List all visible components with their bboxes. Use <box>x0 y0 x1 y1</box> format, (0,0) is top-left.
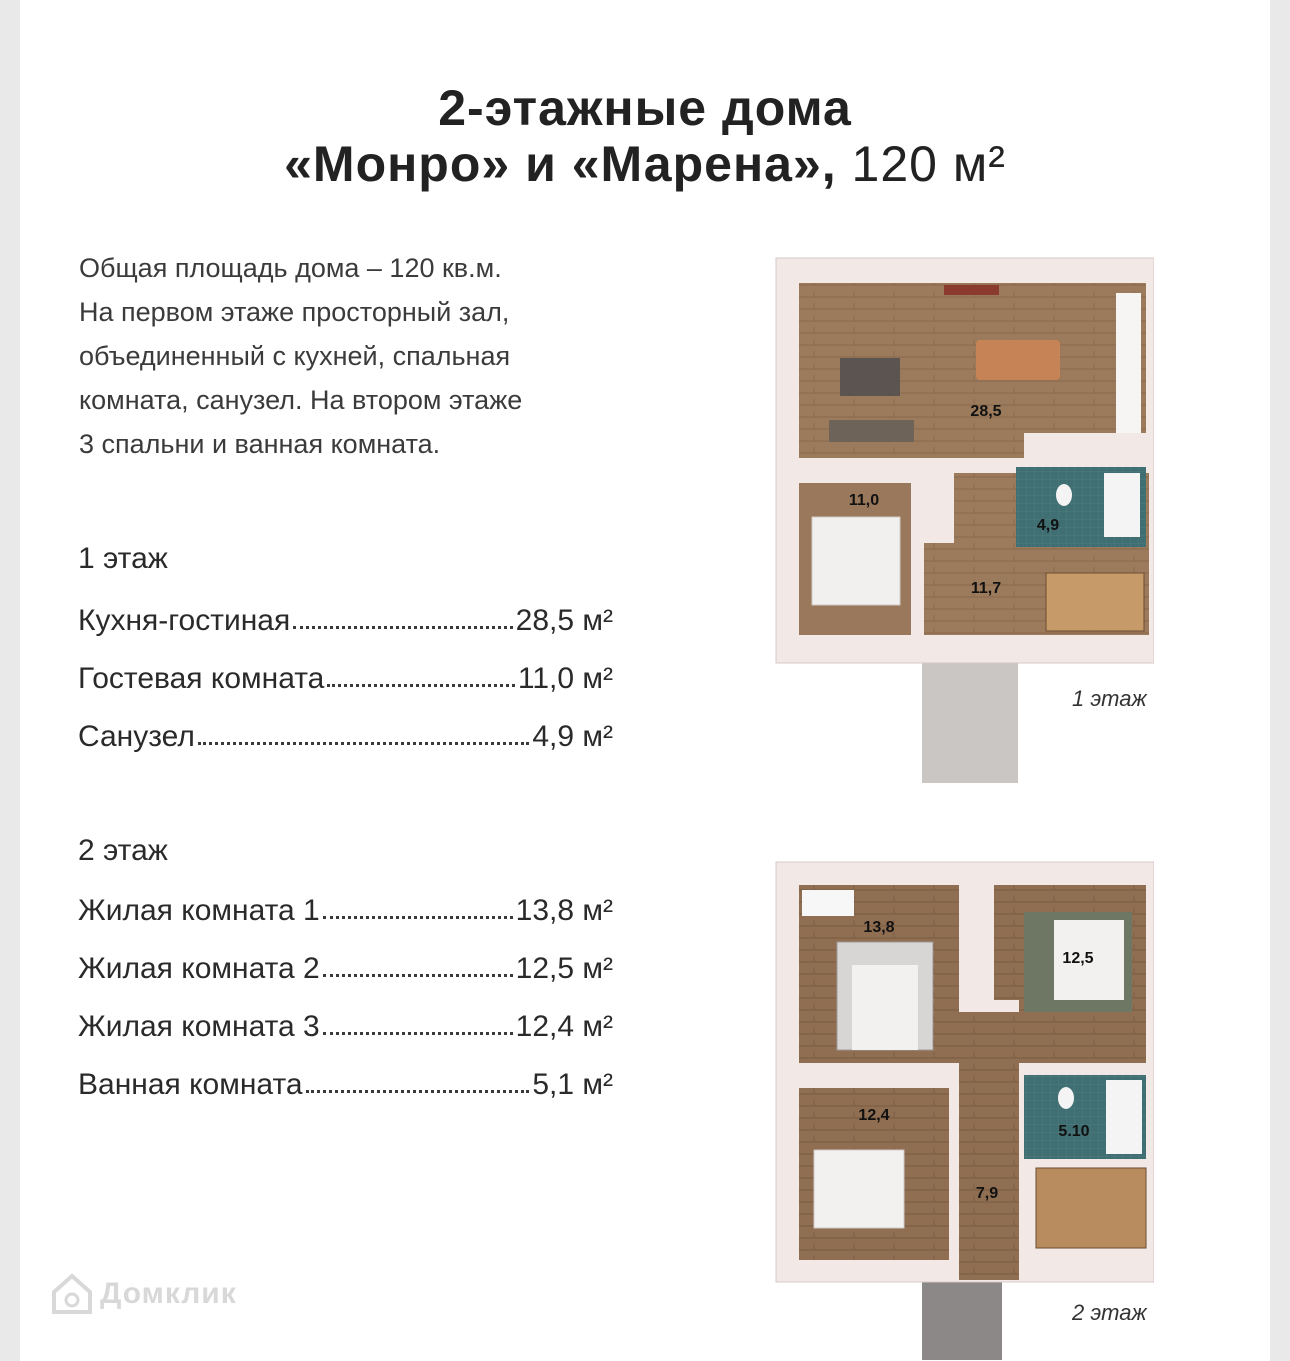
leader-dots <box>198 742 529 745</box>
floor1-room-row <box>78 656 613 696</box>
room-name: Гостевая комната <box>78 662 325 695</box>
plan-label: 7,9 <box>975 1185 999 1202</box>
plan-label: 11,7 <box>970 580 1002 597</box>
title-line-1: 2-этажные дома <box>438 80 852 136</box>
plan-label: 12,5 <box>1062 950 1094 967</box>
room-area: 11,0 м² <box>517 662 613 695</box>
leader-dots <box>306 1090 530 1093</box>
bathtub <box>1104 473 1140 537</box>
floor2-plan <box>754 860 1154 1360</box>
coffee-table <box>840 358 900 396</box>
bed <box>814 1150 904 1228</box>
title-house-names: «Монро» и «Марена», <box>284 136 837 192</box>
leader-dots <box>323 974 513 977</box>
kitchen-counter <box>1116 293 1141 433</box>
floor1-plan-caption: 1 этаж <box>1072 686 1147 711</box>
floor2-plan-caption: 2 этаж <box>1072 1300 1147 1325</box>
floor1-room-row <box>78 598 613 638</box>
toilet <box>1056 484 1072 506</box>
description-line: комната, санузел. На втором этаже <box>79 385 523 415</box>
room-name: Кухня-гостиная <box>78 604 291 637</box>
dining-table <box>976 340 1060 380</box>
room-area: 12,5 м² <box>515 952 613 985</box>
page-title <box>20 80 1270 192</box>
room-name: Ванная комната <box>78 1068 303 1101</box>
room-area: 12,4 м² <box>515 1010 613 1043</box>
porch-roof <box>922 1280 1002 1360</box>
floor1-room-row <box>78 714 613 754</box>
plan-label: 13,8 <box>863 919 895 936</box>
floor2-room-row <box>78 1004 613 1044</box>
room-name: Жилая комната 2 <box>78 952 320 985</box>
title-area: 120 м² <box>836 136 1006 192</box>
description-line: 3 спальни и ванная комната. <box>79 429 441 459</box>
floor2-room-row <box>78 946 613 986</box>
domclick-watermark <box>50 1272 237 1316</box>
room-area: 4,9 м² <box>532 720 613 753</box>
page-sheet <box>20 0 1270 1361</box>
plan-label: 28,5 <box>970 403 1002 420</box>
plan-label: 11,0 <box>848 492 880 509</box>
sofa <box>829 420 914 442</box>
floor2-room-row <box>78 1062 613 1102</box>
description-line: объединенный с кухней, спальная <box>79 341 511 371</box>
floor2-heading: 2 этаж <box>78 834 168 867</box>
room-area: 13,8 м² <box>515 894 613 927</box>
floor1-heading: 1 этаж <box>78 542 168 575</box>
staircase <box>1036 1168 1146 1248</box>
floor2-plan-drawing <box>754 860 1154 1360</box>
plan-label: 4,9 <box>1036 517 1060 534</box>
room-area: 5,1 м² <box>532 1068 613 1101</box>
description-line: Общая площадь дома – 120 кв.м. <box>79 253 502 283</box>
house-logo-icon <box>50 1272 94 1316</box>
plan-label: 12,4 <box>858 1107 890 1124</box>
bathtub <box>1106 1080 1142 1154</box>
desk <box>802 890 854 916</box>
leader-dots <box>323 916 513 919</box>
brick-fireplace <box>944 285 999 295</box>
leader-dots <box>327 684 515 687</box>
room-area: 28,5 м² <box>515 604 613 637</box>
description <box>79 246 639 466</box>
description-line: На первом этаже просторный зал, <box>79 297 510 327</box>
corridor-floor <box>959 1010 1019 1280</box>
title-line-2 <box>20 136 1270 192</box>
toilet <box>1058 1087 1074 1109</box>
room-name: Жилая комната 1 <box>78 894 320 927</box>
plan-label: 5.10 <box>1058 1123 1090 1140</box>
bed <box>812 517 900 605</box>
watermark-text: Домклик <box>100 1277 237 1310</box>
room-name: Санузел <box>78 720 195 753</box>
bed <box>852 965 918 1050</box>
room-name: Жилая комната 3 <box>78 1010 320 1043</box>
leader-dots <box>323 1032 513 1035</box>
floor2-room-row <box>78 888 613 928</box>
porch <box>922 663 1018 783</box>
leader-dots <box>293 626 512 629</box>
staircase <box>1046 573 1144 631</box>
